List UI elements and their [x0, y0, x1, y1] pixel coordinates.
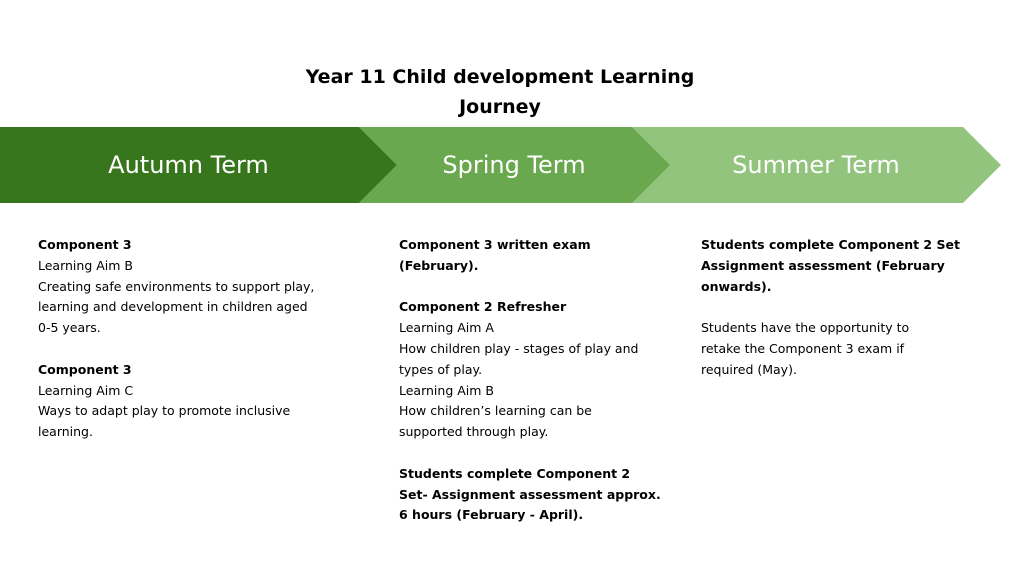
summer-block-1-line-1: Students complete Component 2 Set — [701, 237, 960, 252]
spring-block-1 — [399, 235, 689, 277]
page-title-line-1: Year 11 Child development Learning — [305, 66, 695, 88]
summer-term-label: Summer Term — [732, 151, 900, 179]
summer-block-2-line-3: required (May). — [701, 361, 797, 377]
spring-block-2-line-5: How children’s learning can be — [399, 403, 592, 419]
spring-block-2-line-2: How children play - stages of play and — [399, 340, 639, 356]
spring-block-2-line-1: Learning Aim A — [399, 320, 494, 336]
autumn-block-1-line-4: 0-5 years. — [38, 320, 101, 336]
autumn-block-1-heading: Component 3 — [38, 237, 132, 252]
autumn-block-1 — [38, 235, 338, 339]
spring-block-2 — [399, 297, 689, 443]
page-title-line-2: Journey — [459, 96, 541, 118]
spring-block-1-line-1: Component 3 written exam — [399, 237, 591, 252]
summer-block-2-line-1: Students have the opportunity to — [701, 320, 910, 336]
spring-block-2-heading: Component 2 Refresher — [399, 299, 567, 315]
autumn-block-1-line-3: learning and development in children aged — [38, 299, 308, 315]
spring-block-1-line-2: (February). — [399, 257, 479, 273]
spring-block-3 — [399, 464, 689, 526]
summer-block-1-line-3: onwards). — [701, 278, 772, 294]
summer-block-1 — [701, 235, 1001, 297]
autumn-block-2 — [38, 360, 338, 443]
spring-term-label: Spring Term — [442, 151, 586, 179]
autumn-block-1-line-2: Creating safe environments to support play, — [38, 278, 315, 294]
spring-block-3-line-2: Set- Assignment assessment approx. — [399, 486, 661, 502]
autumn-block-1-line-1: Learning Aim B — [38, 257, 133, 273]
summer-block-1-line-2: Assignment assessment (February — [701, 257, 945, 273]
spring-term-content — [399, 235, 689, 526]
spring-block-2-line-4: Learning Aim B — [399, 382, 494, 398]
summer-block-2 — [701, 318, 1001, 380]
spring-block-2-line-3: types of play. — [399, 361, 483, 377]
spring-block-3-line-3: 6 hours (February - April). — [399, 507, 584, 523]
autumn-term-label: Autumn Term — [108, 151, 269, 179]
spring-block-2-line-6: supported through play. — [399, 424, 549, 440]
autumn-block-2-heading: Component 3 — [38, 361, 132, 377]
term-arrows — [0, 127, 1024, 203]
summer-term-content — [701, 235, 1001, 381]
autumn-term-content — [38, 235, 338, 443]
autumn-block-2-line-2: Ways to adapt play to promote inclusive — [38, 403, 291, 419]
summer-block-2-line-2: retake the Component 3 exam if — [701, 340, 905, 356]
spring-block-3-line-1: Students complete Component 2 — [399, 465, 631, 481]
autumn-block-2-line-3: learning. — [38, 424, 93, 440]
page-title — [300, 62, 700, 122]
autumn-block-2-line-1: Learning Aim C — [38, 382, 134, 398]
